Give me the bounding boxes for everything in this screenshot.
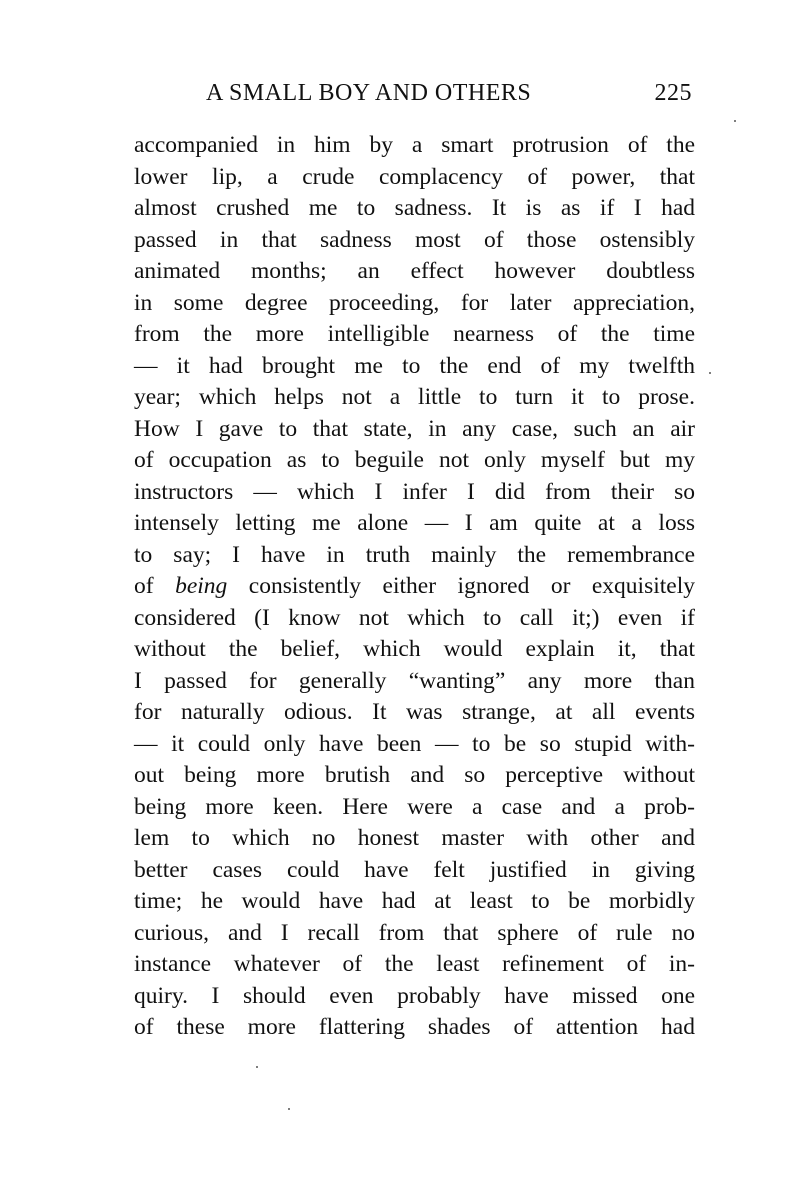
text-line: almost crushed me to sadness. It is as if I had — [134, 195, 695, 221]
text-line: accompanied in him by a smart protrusion of the — [134, 132, 695, 158]
text-line: I passed for generally “wanting” any more than — [134, 667, 695, 694]
text-line: of occupation as to beguile not only myself but my — [134, 447, 695, 473]
text-line: for naturally odious. It was strange, at all events — [134, 699, 695, 725]
text-line: passed in that sadness most of those ostensibly — [134, 226, 695, 253]
text-line: in some degree proceeding, for later appreciation, — [134, 289, 695, 316]
text-line: without the belief, which would explain it, that — [134, 636, 695, 662]
text-line: — it could only have been — to be so stupid with- — [134, 730, 695, 757]
text-line: better cases could have felt justified in giving — [134, 856, 695, 883]
page-number: 225 — [654, 80, 692, 106]
text-line: curious, and I recall from that sphere of rule no — [134, 919, 695, 946]
scan-speck — [256, 1066, 258, 1068]
text-line: considered (I know not which to call it;) even if — [134, 604, 695, 631]
text-line: lower lip, a crude complacency of power, that — [134, 163, 695, 190]
text-line: of these more flattering shades of attention had — [134, 1014, 695, 1040]
text-line: to say; I have in truth mainly the remembrance — [134, 541, 695, 568]
text-line: of being consistently either ignored or exquisitely — [134, 573, 696, 599]
text-line: How I gave to that state, in any case, such an air — [134, 415, 695, 442]
body-paragraph — [134, 130, 695, 1044]
scan-speck — [734, 120, 736, 122]
text-line: year; which helps not a little to turn it to prose. — [134, 384, 695, 410]
text-line: quiry. I should even probably have missed one — [134, 982, 695, 1009]
text-line: lem to which no honest master with other and — [134, 825, 695, 851]
text-line: animated months; an effect however doubtless — [134, 258, 695, 284]
text-line: from the more intelligible nearness of the time — [134, 321, 695, 347]
text-line: out being more brutish and so perceptive without — [134, 762, 695, 788]
text-line: instance whatever of the least refinement of in- — [134, 951, 695, 977]
text-line: instructors — which I infer I did from their so — [134, 478, 695, 505]
running-header — [132, 80, 694, 114]
scan-speck — [288, 1108, 290, 1110]
scan-speck — [709, 372, 711, 374]
text-line: intensely letting me alone — I am quite at a loss — [134, 510, 695, 536]
text-line: — it had brought me to the end of my twelfth — [134, 352, 695, 379]
text-line: being more keen. Here were a case and a prob- — [134, 793, 695, 820]
italic-word: being — [175, 573, 228, 599]
running-title: A SMALL BOY AND OTHERS — [206, 80, 532, 106]
text-line: time; he would have had at least to be morbidly — [134, 888, 695, 914]
